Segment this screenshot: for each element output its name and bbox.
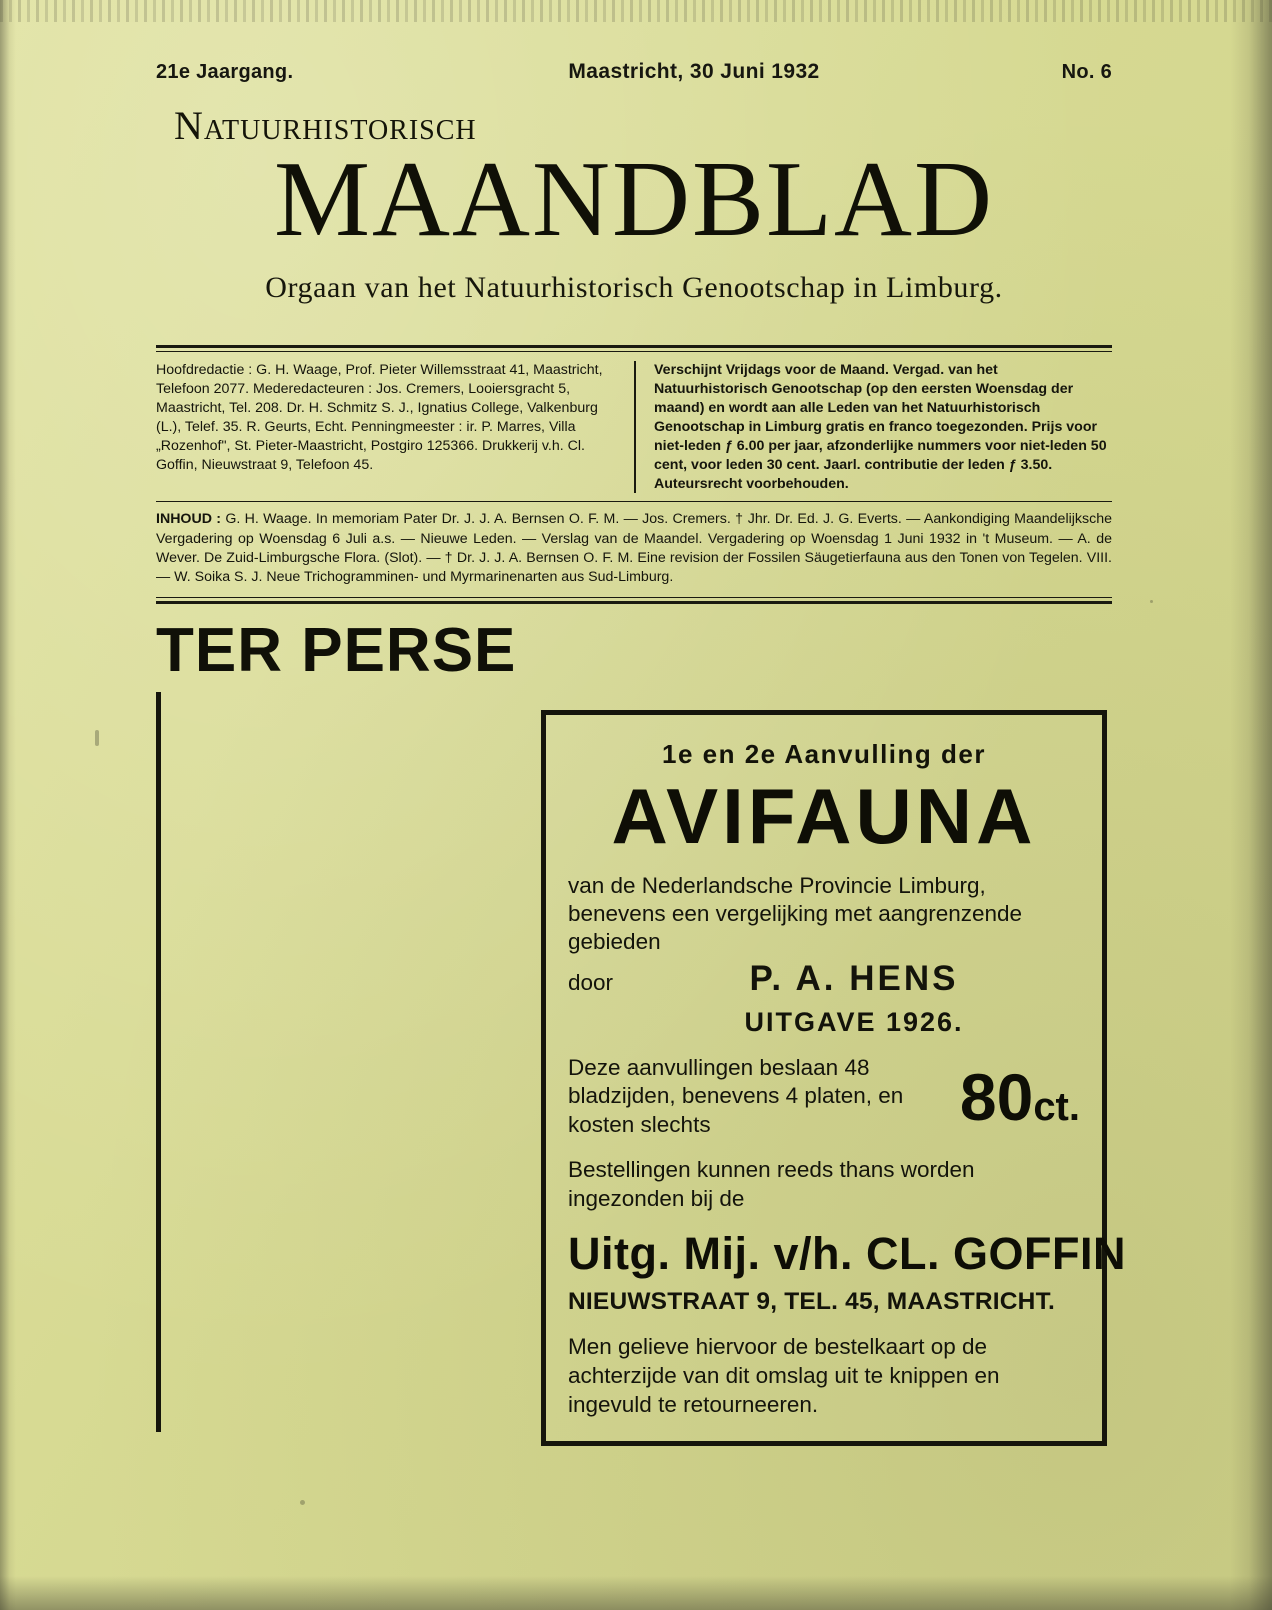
journal-subtitle: Orgaan van het Natuurhistorisch Genootschap in Limburg.: [265, 271, 1003, 305]
ad-order-text: Bestellingen kunnen reeds thans worden ingezonden bij de: [568, 1157, 975, 1211]
ad-price-row: [568, 1054, 1080, 1140]
page-content: [156, 60, 1126, 1432]
ad-supplement-line: 1e en 2e Aanvulling der: [662, 738, 986, 769]
advertisement-area: [156, 692, 1126, 1432]
ad-description: van de Nederlandsche Provincie Limburg, benevens een vergelijking met aangrenzende gebieden: [568, 872, 1023, 955]
divider-double-bottom: [156, 597, 1112, 604]
table-of-contents: [156, 502, 1112, 596]
place-date-label: Maastricht, 30 Juni 1932: [568, 60, 820, 83]
scan-edge-left: [0, 0, 16, 1610]
colophon-block: [156, 352, 1112, 501]
colophon-editorial: Hoofdredactie : G. H. Waage, Prof. Pieter Willemsstraat 41, Maastricht, Telefoon 2077. Mederedacteuren : Jos. Cremers, Looiersgracht 5, Maastricht, Tel. 208. Dr. H. Schmitz S. J., Ignatius College, Valkenburg (L.), Telef. 35. R. Geurts, Echt. Penningmeester : ir. P. Marres, Villa „Rozenhof", St. Pieter-Maastricht, Postgiro 125366. Drukkerij v.h. Cl. Goffin, Nieuwstraat 9, Telefoon 45.: [156, 362, 603, 473]
ad-author: P. A. HENS: [749, 958, 959, 998]
ad-author-row: [568, 957, 1080, 1001]
section-heading-ter-perse: TER PERSE: [156, 615, 517, 685]
ad-price-value: 80: [959, 1059, 1034, 1134]
paper-speck: [1150, 600, 1153, 603]
scan-edge-bottom: [0, 1576, 1272, 1610]
ad-publisher: Uitg. Mij. v/h. CL. GOFFIN: [568, 1227, 1126, 1279]
journal-title-upper: Natuurhistorisch: [174, 103, 477, 148]
divider-double-top: [156, 345, 1112, 352]
paper-speck: [300, 1500, 305, 1505]
advertisement-box: [541, 710, 1126, 1447]
ad-publisher-address: NIEUWSTRAAT 9, TEL. 45, MAASTRICHT.: [568, 1287, 1056, 1315]
ad-note: Men gelieve hiervoor de bestelkaart op de achterzijde van dit omslag uit te knippen en ingevuld te retourneeren.: [568, 1333, 1000, 1418]
ad-price: [956, 1059, 1080, 1134]
ad-by-label: door: [568, 969, 614, 995]
colophon-subscription: Verschijnt Vrijdags voor de Maand. Vergad. van het Natuurhistorisch Genootschap (op den eersten Woensdag der maand) en wordt aan alle Leden van het Natuurhistorisch Genootschap in Limburg gratis en franco toegezonden. Prijs voor niet-leden ƒ 6.00 per jaar, afzonderlijke nummers voor niet-leden 50 cent, voor leden 30 cent. Jaarl. contributie der leden ƒ 3.50. Auteursrecht voorbehouden.: [634, 361, 1112, 493]
volume-label: 21e Jaargang.: [156, 61, 294, 83]
ad-description-block: [568, 872, 1080, 1001]
issue-number-label: No. 6: [1061, 61, 1112, 83]
paper-speck: [95, 730, 99, 746]
journal-title-main: MAANDBLAD: [274, 140, 994, 259]
ad-edition: UITGAVE 1926.: [744, 1006, 964, 1037]
scan-edge-right: [1230, 0, 1272, 1610]
ad-price-unit: ct.: [1033, 1084, 1080, 1129]
issue-line: [156, 60, 1112, 84]
ad-work-title: AVIFAUNA: [611, 771, 1037, 860]
scan-edge-top: [0, 0, 1272, 22]
contents-text: G. H. Waage. In memoriam Pater Dr. J. J. A. Bernsen O. F. M. — Jos. Cremers. † Jhr. Dr. Ed. J. G. Everts. — Aankondiging Maandelijksche Vergadering op Woensdag 6 Juli a.s. — Nieuwe Leden. — Verslag van de Maandel. Vergadering op Woensdag 1 Juni 1932 in 't Museum. — A. de Wever. De Zuid-Limburgsche Flora. (Slot). — † Dr. J. J. A. Bernsen O. F. M. Eine revision der Fossilen Säugetierfauna aus den Tonen von Tegelen. VIII. — W. Soika S. J. Neue Trichogramminen- und Myrmarinenarten aus Sud-Limburg.: [156, 511, 1112, 585]
contents-label: INHOUD :: [156, 511, 222, 528]
ad-extent-text: Deze aanvullingen beslaan 48 bladzijden, benevens 4 platen, en kosten slechts: [568, 1054, 904, 1138]
